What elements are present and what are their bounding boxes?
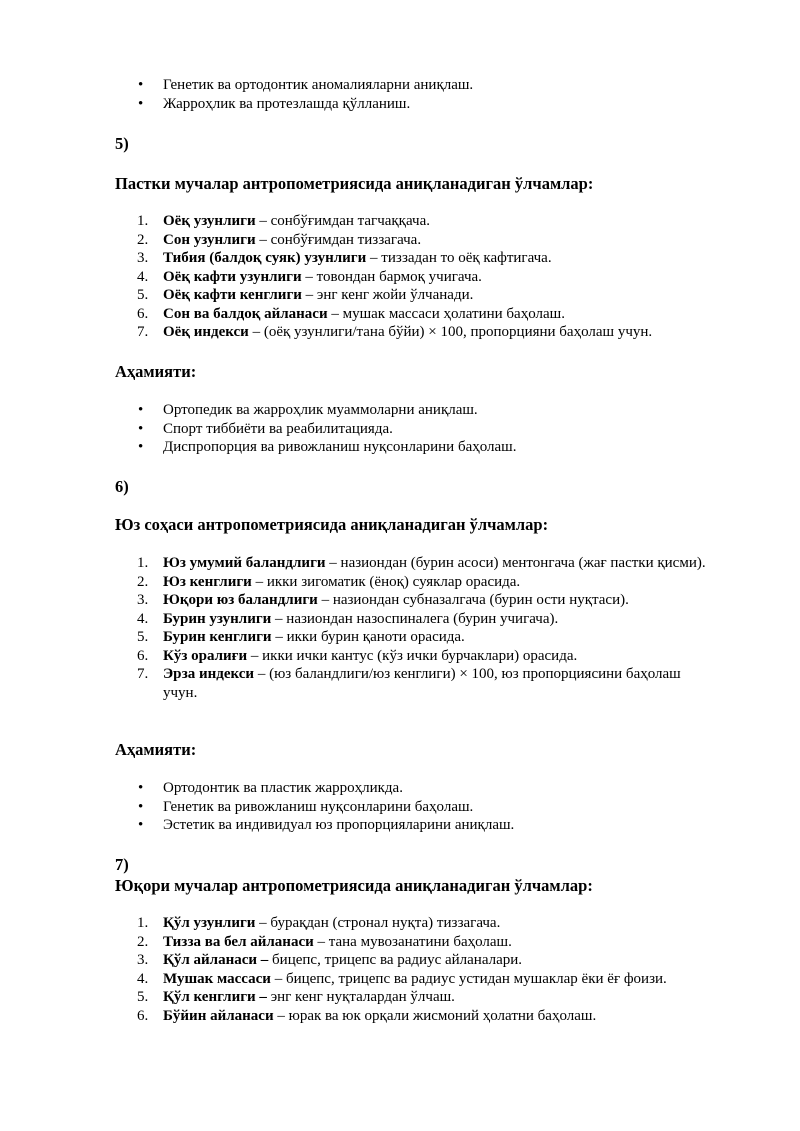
list-item: 6. Сон ва балдоқ айланаси – мушак массаси ҳолатини баҳолаш. bbox=[137, 305, 565, 322]
section-5-number: 5) bbox=[115, 134, 129, 153]
list-item: 4. Бурин узунлиги – назиондан назоспиналега (бурин учигача). bbox=[137, 610, 559, 627]
list-item: 5. Бурин кенглиги – икки бурин қаноти орасида. bbox=[137, 629, 465, 645]
section-7-number: 7) bbox=[115, 855, 129, 874]
list-item: 6. Бўйин айланаси – юрак ва юк орқали жисмоний ҳолатни баҳолаш. bbox=[137, 1007, 597, 1024]
list-item: 7. Эрза индекси – (юз баландлиги/юз кенглиги) × 100, юз пропорциясини баҳолаш учун. bbox=[137, 666, 681, 701]
list-item: 3. Юқори юз баландлиги – назиондан субназалгача (бурин ости нуқтаси). bbox=[137, 592, 629, 608]
list-item: 3. Қўл айланаси – бицепс, трицепс ва радиус айланалари. bbox=[137, 952, 523, 968]
bullet-item: • Генетик ва ортодонтик аномалияларни аниқлаш. bbox=[115, 76, 715, 95]
section-5-importance-list bbox=[115, 401, 715, 457]
section-5-title: Пастки мучалар антропометриясида аниқланадиган ўлчамлар: bbox=[115, 174, 594, 193]
section-6-number: 6) bbox=[115, 477, 129, 496]
list-item: 7. Оёқ индекси – (оёқ узунлиги/тана бўйи) × 100, пропорцияни баҳолаш учун. bbox=[137, 324, 653, 340]
section-6-importance-heading: Аҳамияти: bbox=[115, 740, 197, 759]
list-item: 2. Сон узунлиги – сонбўғимдан тиззагача. bbox=[137, 231, 422, 248]
bullet-item: • Диспропорция ва ривожланиш нуқсонларини баҳолаш. bbox=[115, 438, 715, 457]
list-item: 1. Оёқ узунлиги – сонбўғимдан тагчаққача. bbox=[137, 213, 430, 229]
list-item: 1. Қўл узунлиги – бурақдан (стронал нуқта) тиззагача. bbox=[137, 915, 501, 931]
section-6-importance-list bbox=[115, 779, 715, 835]
list-item: 5. Қўл кенглиги – энг кенг нуқталардан ўлчаш. bbox=[137, 989, 455, 1005]
intro-bullet-list bbox=[115, 76, 715, 113]
list-item: 2. Юз кенглиги – икки зигоматик (ёноқ) суяклар орасида. bbox=[137, 573, 521, 590]
bullet-item: • Ортопедик ва жарроҳлик муаммоларни аниқлаш. bbox=[115, 401, 715, 420]
list-item: 6. Кўз оралиғи – икки ички кантус (кўз ички бурчаклари) орасида. bbox=[137, 647, 578, 664]
section-7-title: Юқори мучалар антропометриясида аниқланадиган ўлчамлар: bbox=[115, 876, 593, 895]
section-5-measurements-list bbox=[115, 212, 715, 342]
section-5-importance-heading: Аҳамияти: bbox=[115, 362, 197, 381]
bullet-item: • Эстетик ва индивидуал юз пропорцияларини аниқлаш. bbox=[115, 816, 715, 835]
bullet-item: • Генетик ва ривожланиш нуқсонларини баҳолаш. bbox=[115, 798, 715, 817]
section-6-measurements-list bbox=[115, 554, 715, 702]
bullet-item: • Ортодонтик ва пластик жарроҳликда. bbox=[115, 779, 715, 798]
bullet-item: • Жарроҳлик ва протезлашда қўлланиш. bbox=[115, 95, 715, 114]
bullet-item: • Спорт тиббиёти ва реабилитацияда. bbox=[115, 420, 715, 439]
section-6-title: Юз соҳаси антропометриясида аниқланадиган ўлчамлар: bbox=[115, 515, 549, 534]
list-item: 2. Тизза ва бел айланаси – тана мувозанатини баҳолаш. bbox=[137, 933, 512, 950]
list-item: 5. Оёқ кафти кенглиги – энг кенг жойи ўлчанади. bbox=[137, 287, 474, 303]
list-item: 3. Тибия (балдоқ суяк) узунлиги – тиззадан то оёқ кафтигача. bbox=[137, 250, 552, 266]
section-7-measurements-list bbox=[115, 914, 715, 1025]
list-item: 4. Оёқ кафти узунлиги – товондан бармоқ учигача. bbox=[137, 268, 482, 285]
list-item: 1. Юз умумий баландлиги – назиондан (бурин асоси) ментонгача (жағ пастки қисми). bbox=[137, 555, 706, 571]
list-item: 4. Мушак массаси – бицепс, трицепс ва радиус устидан мушаклар ёки ёғ фоизи. bbox=[137, 970, 667, 987]
